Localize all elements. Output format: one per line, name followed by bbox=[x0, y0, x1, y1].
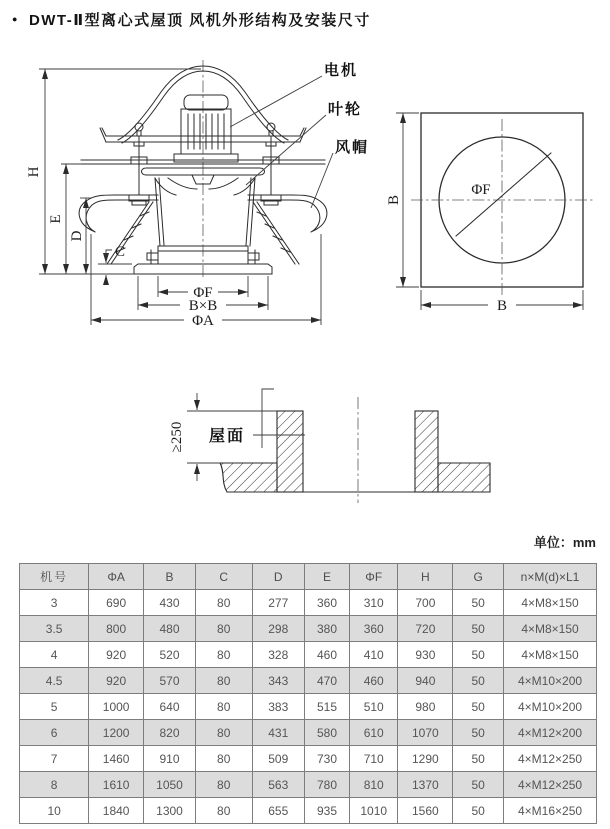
dim-label-bxb: B×B bbox=[188, 298, 218, 314]
table-cell: 730 bbox=[305, 746, 350, 772]
table-cell: 380 bbox=[305, 616, 350, 642]
table-cell: 710 bbox=[350, 746, 398, 772]
top-view-geometry bbox=[411, 113, 593, 295]
table-cell: 50 bbox=[453, 694, 504, 720]
table-cell: 4 bbox=[20, 642, 89, 668]
top-view-phi-f-label: ΦF bbox=[471, 182, 491, 198]
table-cell: 80 bbox=[195, 590, 252, 616]
table-row bbox=[20, 668, 597, 694]
table-cell: 460 bbox=[350, 668, 398, 694]
table-cell: 50 bbox=[453, 798, 504, 824]
col-header: 机号 bbox=[20, 564, 89, 590]
table-cell: 328 bbox=[252, 642, 305, 668]
dim-label-h: H bbox=[26, 166, 42, 178]
table-cell: 509 bbox=[252, 746, 305, 772]
table-cell: 515 bbox=[305, 694, 350, 720]
table-cell: 430 bbox=[144, 590, 196, 616]
table-cell: 5 bbox=[20, 694, 89, 720]
table-cell: 4.5 bbox=[20, 668, 89, 694]
table-cell: 4×M8×150 bbox=[504, 642, 597, 668]
table-cell: 277 bbox=[252, 590, 305, 616]
table-cell: 80 bbox=[195, 772, 252, 798]
table-cell: 80 bbox=[195, 616, 252, 642]
table-cell: 1070 bbox=[398, 720, 453, 746]
table-cell: 1840 bbox=[89, 798, 144, 824]
table-cell: 935 bbox=[305, 798, 350, 824]
page-title: DWT-Ⅱ型离心式屋顶 风机外形结构及安装尺寸 bbox=[28, 12, 371, 29]
table-cell: 7 bbox=[20, 746, 89, 772]
table-cell: 383 bbox=[252, 694, 305, 720]
table-cell: 930 bbox=[398, 642, 453, 668]
table-cell: 520 bbox=[144, 642, 196, 668]
dim-label-e: E bbox=[48, 214, 64, 224]
table-cell: 940 bbox=[398, 668, 453, 694]
table-row bbox=[20, 798, 597, 824]
table-cell: 910 bbox=[144, 746, 196, 772]
table-cell: 50 bbox=[453, 746, 504, 772]
table-cell: 4×M8×150 bbox=[504, 616, 597, 642]
table-cell: 1460 bbox=[89, 746, 144, 772]
top-view-dimensions bbox=[396, 113, 583, 310]
table-cell: 1290 bbox=[398, 746, 453, 772]
table-cell: 10 bbox=[20, 798, 89, 824]
table-cell: 1370 bbox=[398, 772, 453, 798]
table-cell: 50 bbox=[453, 642, 504, 668]
table-cell: 343 bbox=[252, 668, 305, 694]
table-row bbox=[20, 642, 597, 668]
table-cell: 563 bbox=[252, 772, 305, 798]
table-cell: 920 bbox=[89, 668, 144, 694]
table-cell: 431 bbox=[252, 720, 305, 746]
col-header: G bbox=[453, 564, 504, 590]
col-header: ΦA bbox=[89, 564, 144, 590]
fan-top-view-drawing bbox=[385, 95, 600, 320]
table-cell: 410 bbox=[350, 642, 398, 668]
table-cell: 980 bbox=[398, 694, 453, 720]
table-row bbox=[20, 746, 597, 772]
table-cell: 80 bbox=[195, 668, 252, 694]
table-cell: 4×M8×150 bbox=[504, 590, 597, 616]
table-row bbox=[20, 720, 597, 746]
table-cell: 4×M10×200 bbox=[504, 694, 597, 720]
col-header: n×M(d)×L1 bbox=[504, 564, 597, 590]
table-cell: 4×M10×200 bbox=[504, 668, 597, 694]
table-cell: 1200 bbox=[89, 720, 144, 746]
wind-cap-label: 风帽 bbox=[335, 139, 370, 156]
dim-label-phi-f: ΦF bbox=[193, 285, 213, 301]
table-cell: 3.5 bbox=[20, 616, 89, 642]
page-title-row bbox=[12, 9, 371, 30]
table-cell: 510 bbox=[350, 694, 398, 720]
table-row bbox=[20, 616, 597, 642]
unit-note: 单位：mm bbox=[533, 535, 596, 550]
dim-label-phi-a: ΦA bbox=[192, 313, 214, 329]
col-header: E bbox=[305, 564, 350, 590]
table-cell: 1300 bbox=[144, 798, 196, 824]
table-cell: 470 bbox=[305, 668, 350, 694]
col-header: D bbox=[252, 564, 305, 590]
fan-side-view-drawing bbox=[18, 52, 368, 347]
table-cell: 1010 bbox=[350, 798, 398, 824]
col-header: ΦF bbox=[350, 564, 398, 590]
table-cell: 4×M12×250 bbox=[504, 746, 597, 772]
table-cell: 920 bbox=[89, 642, 144, 668]
table-cell: 1000 bbox=[89, 694, 144, 720]
table-cell: 800 bbox=[89, 616, 144, 642]
table-cell: 50 bbox=[453, 616, 504, 642]
table-cell: 50 bbox=[453, 772, 504, 798]
table-cell: 50 bbox=[453, 668, 504, 694]
col-header: B bbox=[144, 564, 196, 590]
table-cell: 610 bbox=[350, 720, 398, 746]
table-cell: 720 bbox=[398, 616, 453, 642]
motor-label: 电机 bbox=[324, 62, 359, 79]
dim-label-d: D bbox=[69, 230, 85, 242]
impeller-label: 叶轮 bbox=[328, 101, 363, 118]
table-cell: 80 bbox=[195, 746, 252, 772]
table-cell: 3 bbox=[20, 590, 89, 616]
table-cell: 4×M16×250 bbox=[504, 798, 597, 824]
table-cell: 480 bbox=[144, 616, 196, 642]
table-row bbox=[20, 772, 597, 798]
table-cell: 580 bbox=[305, 720, 350, 746]
table-cell: 1610 bbox=[89, 772, 144, 798]
table-cell: 50 bbox=[453, 720, 504, 746]
table-cell: 690 bbox=[89, 590, 144, 616]
table-cell: 4×M12×250 bbox=[504, 772, 597, 798]
table-header-row bbox=[20, 564, 597, 590]
table-cell: 8 bbox=[20, 772, 89, 798]
top-view-b-side-label: B bbox=[386, 194, 402, 206]
col-header: C bbox=[195, 564, 252, 590]
table-cell: 700 bbox=[398, 590, 453, 616]
table-cell: 655 bbox=[252, 798, 305, 824]
spec-table bbox=[19, 563, 597, 824]
col-header: H bbox=[398, 564, 453, 590]
bullet-icon: ● bbox=[12, 13, 19, 24]
table-cell: 310 bbox=[350, 590, 398, 616]
min-height-label: ≥250 bbox=[169, 421, 185, 453]
table-cell: 80 bbox=[195, 642, 252, 668]
table-cell: 1560 bbox=[398, 798, 453, 824]
roof-surface-label: 屋面 bbox=[209, 428, 246, 445]
dimension-lines bbox=[39, 69, 333, 325]
table-row bbox=[20, 694, 597, 720]
table-cell: 570 bbox=[144, 668, 196, 694]
table-cell: 6 bbox=[20, 720, 89, 746]
section-geometry bbox=[220, 397, 490, 503]
table-cell: 1050 bbox=[144, 772, 196, 798]
table-cell: 640 bbox=[144, 694, 196, 720]
table-cell: 80 bbox=[195, 720, 252, 746]
table-cell: 4×M12×200 bbox=[504, 720, 597, 746]
table-cell: 810 bbox=[350, 772, 398, 798]
table-row bbox=[20, 590, 597, 616]
dim-label-c: C bbox=[115, 244, 126, 260]
table-cell: 50 bbox=[453, 590, 504, 616]
table-cell: 820 bbox=[144, 720, 196, 746]
table-cell: 80 bbox=[195, 694, 252, 720]
top-view-b-bottom-label: B bbox=[496, 298, 508, 314]
table-cell: 360 bbox=[350, 616, 398, 642]
roof-mount-section-drawing bbox=[125, 363, 495, 523]
table-cell: 360 bbox=[305, 590, 350, 616]
table-cell: 780 bbox=[305, 772, 350, 798]
table-cell: 298 bbox=[252, 616, 305, 642]
table-cell: 80 bbox=[195, 798, 252, 824]
table-cell: 460 bbox=[305, 642, 350, 668]
